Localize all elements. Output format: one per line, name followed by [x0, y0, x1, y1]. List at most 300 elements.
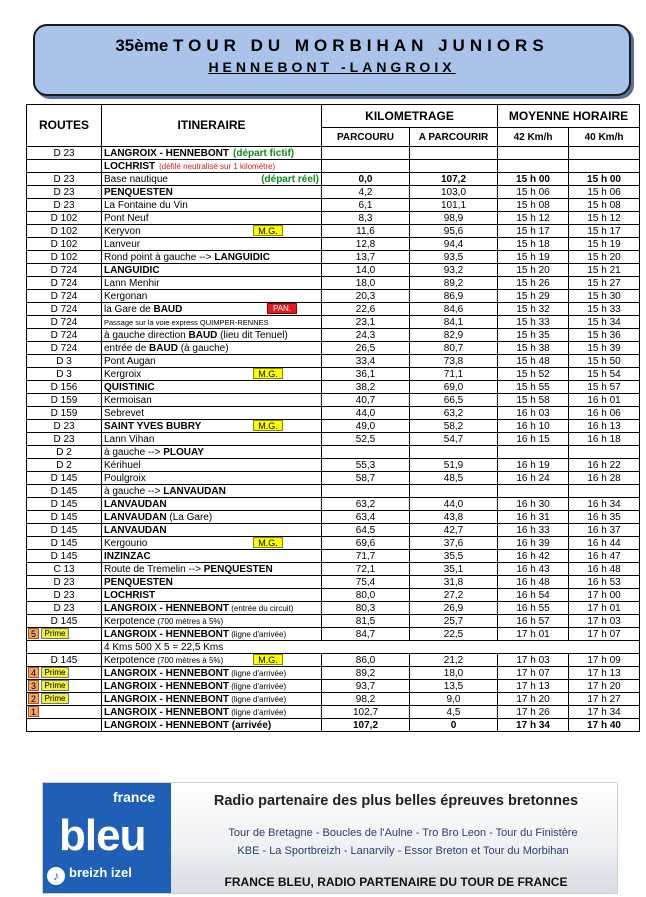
time-42: 16 h 30	[498, 498, 569, 511]
km-a-parcourir: 84,1	[410, 316, 498, 329]
km-a-parcourir: 35,1	[410, 563, 498, 576]
mg-badge: M.G.	[253, 420, 283, 431]
place-name: Base nautique	[104, 173, 168, 185]
itinerary-cell	[102, 199, 322, 212]
itinerary-cell	[102, 381, 322, 394]
time-42: 15 h 48	[498, 355, 569, 368]
place-name: LANGROIX - HENNEBONT	[104, 719, 229, 731]
table-row	[27, 576, 640, 589]
place-name: à gauche -->	[104, 446, 164, 458]
km-a-parcourir: 107,2	[410, 173, 498, 186]
route-cell	[27, 186, 102, 199]
time-40	[569, 160, 640, 173]
km-parcouru: 38,2	[322, 381, 410, 394]
mg-badge: M.G.	[253, 654, 283, 665]
place-name: LANVAUDAN	[104, 498, 167, 510]
route-cell	[27, 199, 102, 212]
time-42	[498, 485, 569, 498]
time-42: 16 h 55	[498, 602, 569, 615]
place-name: SAINT YVES BUBRY	[104, 420, 202, 432]
time-42	[498, 147, 569, 160]
table-row	[27, 667, 640, 680]
sponsor-banner	[42, 782, 618, 894]
route-cell	[27, 563, 102, 576]
itinerary-cell	[102, 316, 322, 329]
itinerary-cell	[102, 693, 322, 706]
route-cell	[27, 693, 102, 706]
km-a-parcourir: 80,7	[410, 342, 498, 355]
km-parcouru: 80,3	[322, 602, 410, 615]
time-40	[569, 147, 640, 160]
route-cell	[27, 446, 102, 459]
place-name: Sebrevet	[104, 407, 145, 419]
place-remark: (défilé neutralisé sur 1 kilomètre)	[159, 161, 276, 171]
km-parcouru: 80,0	[322, 589, 410, 602]
route-cell	[27, 550, 102, 563]
route-cell	[27, 537, 102, 550]
table-row	[27, 199, 640, 212]
route-code: D 23	[53, 433, 75, 445]
km-a-parcourir: 44,0	[410, 498, 498, 511]
km-a-parcourir: 9,0	[410, 693, 498, 706]
time-42: 16 h 03	[498, 407, 569, 420]
itinerary-cell	[102, 602, 322, 615]
logo-france-text: france	[113, 789, 156, 805]
itineraire-header: ITINERAIRE	[102, 105, 322, 147]
itinerary-cell	[102, 485, 322, 498]
place-name: Lann Menhir	[104, 277, 160, 289]
route-cell	[27, 342, 102, 355]
km-a-parcourir: 71,1	[410, 368, 498, 381]
route-cell	[27, 355, 102, 368]
time-42: 16 h 39	[498, 537, 569, 550]
km-parcouru: 8,3	[322, 212, 410, 225]
itinerary-cell	[102, 368, 322, 381]
km-parcouru: 55,3	[322, 459, 410, 472]
table-row	[27, 589, 640, 602]
route-code: D 724	[50, 277, 78, 289]
route-cell	[27, 511, 102, 524]
km-a-parcourir: 43,8	[410, 511, 498, 524]
itinerary-cell	[102, 446, 322, 459]
itinerary-cell	[102, 472, 322, 485]
itinerary-cell	[102, 186, 322, 199]
itinerary-cell	[102, 355, 322, 368]
time-40: 17 h 03	[569, 615, 640, 628]
route-cell	[27, 615, 102, 628]
time-40: 15 h 08	[569, 199, 640, 212]
table-row	[27, 524, 640, 537]
km-a-parcourir: 27,2	[410, 589, 498, 602]
mg-badge: M.G.	[253, 368, 283, 379]
time-40: 15 h 33	[569, 303, 640, 316]
km-parcouru	[322, 446, 410, 459]
place-name: entrée de	[104, 342, 150, 354]
km-a-parcourir: 95,6	[410, 225, 498, 238]
table-row	[27, 147, 640, 160]
table-row	[27, 706, 640, 719]
place-name: Kergroix	[104, 368, 142, 380]
route-code: D 23	[53, 589, 75, 601]
route-code: D 102	[50, 251, 78, 263]
banner-races-line1: Tour de Bretagne - Boucles de l'Aulne - Tro Bro Leon - Tour du Finistère	[228, 827, 578, 839]
table-row	[27, 277, 640, 290]
km-parcouru: 102,7	[322, 706, 410, 719]
table-row	[27, 446, 640, 459]
km-a-parcourir: 69,0	[410, 381, 498, 394]
time-42: 15 h 26	[498, 277, 569, 290]
km-a-parcourir: 22,5	[410, 628, 498, 641]
table-row	[27, 472, 640, 485]
time-40: 16 h 35	[569, 511, 640, 524]
route-cell	[27, 212, 102, 225]
time-42: 16 h 15	[498, 433, 569, 446]
itinerary-cell	[102, 667, 322, 680]
place-name: Poulgroix	[104, 472, 146, 484]
place-name: la Gare de	[104, 303, 154, 315]
km-a-parcourir	[410, 446, 498, 459]
time-40: 17 h 34	[569, 706, 640, 719]
place-note: (ligne d'arrivée)	[229, 668, 287, 678]
route-cell	[27, 329, 102, 342]
time-40: 16 h 53	[569, 576, 640, 589]
itinerary-cell	[102, 719, 322, 732]
place-name: LANVAUDAN	[104, 524, 167, 536]
time-40: 17 h 00	[569, 589, 640, 602]
table-row	[27, 680, 640, 693]
place-name: LOCHRIST	[104, 160, 156, 172]
itinerary-cell	[102, 225, 322, 238]
time-40: 16 h 22	[569, 459, 640, 472]
stage-title: HENNEBONT -LANGROIX	[208, 59, 456, 75]
km-a-parcourir: 35,5	[410, 550, 498, 563]
place-note: (700 mètres à 5%)	[155, 616, 224, 626]
route-code: D 102	[50, 225, 78, 237]
table-row	[27, 316, 640, 329]
km-a-parcourir: 48,5	[410, 472, 498, 485]
time-42: 16 h 31	[498, 511, 569, 524]
route-code: D 145	[50, 498, 78, 510]
route-code: D 724	[50, 316, 78, 328]
km-a-parcourir: 86,9	[410, 290, 498, 303]
itinerary-table	[26, 104, 640, 732]
edition: 35ème	[115, 36, 169, 55]
time-42	[498, 446, 569, 459]
place-remark: (départ réel)	[261, 173, 319, 185]
itinerary-cell	[102, 589, 322, 602]
time-40: 15 h 00	[569, 173, 640, 186]
itinerary-cell	[102, 160, 322, 173]
time-40: 16 h 06	[569, 407, 640, 420]
km-a-parcourir: 84,6	[410, 303, 498, 316]
place-note: (700 mètres à 5%)	[155, 655, 224, 665]
place-note: (ligne d'arrivée)	[229, 707, 287, 717]
place-note: (ligne d'arrivée)	[229, 681, 287, 691]
time-40: 15 h 19	[569, 238, 640, 251]
mg-badge: M.G.	[253, 537, 283, 548]
logo-breizh-text: breizh izel	[69, 865, 132, 880]
place-note: (entrée du circuit)	[229, 603, 294, 613]
table-row	[27, 719, 640, 732]
km-parcouru	[322, 147, 410, 160]
table-row	[27, 537, 640, 550]
km-a-parcourir: 54,7	[410, 433, 498, 446]
route-code: D 2	[56, 446, 72, 458]
time-42: 15 h 17	[498, 225, 569, 238]
place-name: LANGUIDIC	[104, 264, 160, 276]
table-row	[27, 628, 640, 641]
km-a-parcourir: 18,0	[410, 667, 498, 680]
title-box	[33, 24, 631, 96]
route-cell	[27, 459, 102, 472]
time-40: 16 h 13	[569, 420, 640, 433]
place-name: PENQUESTEN	[104, 186, 173, 198]
time-40	[569, 485, 640, 498]
place-note: (à gauche)	[177, 342, 229, 354]
moyenne-header: MOYENNE HORAIRE	[498, 105, 640, 128]
prime-badge: Prime	[41, 628, 69, 639]
time-42: 17 h 01	[498, 628, 569, 641]
route-cell	[27, 264, 102, 277]
place-note: (lieu dit Tenuel)	[217, 329, 288, 341]
time-40: 15 h 27	[569, 277, 640, 290]
itinerary-cell	[102, 238, 322, 251]
table-row	[27, 238, 640, 251]
route-code: D 159	[50, 407, 78, 419]
km-parcouru: 23,1	[322, 316, 410, 329]
place-name: LANGROIX - HENNEBONT	[104, 706, 229, 718]
route-code: D 145	[50, 485, 78, 497]
time-40: 16 h 44	[569, 537, 640, 550]
place-name-bold: BAUD	[188, 329, 218, 341]
table-row	[27, 459, 640, 472]
route-code: D 145	[50, 615, 78, 627]
time-40: 16 h 47	[569, 550, 640, 563]
time-40: 15 h 30	[569, 290, 640, 303]
km-a-parcourir: 31,8	[410, 576, 498, 589]
table-row	[27, 264, 640, 277]
itinerary-cell	[102, 303, 322, 316]
place-name: Passage sur la voie express QUIMPER-RENNES	[104, 317, 269, 327]
time-42: 16 h 19	[498, 459, 569, 472]
time-42: 15 h 55	[498, 381, 569, 394]
km-a-parcourir	[410, 160, 498, 173]
time-42: 15 h 33	[498, 316, 569, 329]
route-cell	[27, 498, 102, 511]
route-cell	[27, 667, 102, 680]
time-42: 16 h 43	[498, 563, 569, 576]
table-row	[27, 498, 640, 511]
place-note: (La Gare)	[166, 511, 213, 523]
itinerary-cell	[102, 680, 322, 693]
route-code: C 13	[53, 563, 75, 575]
table-row	[27, 368, 640, 381]
place-name-bold: PLOUAY	[163, 446, 204, 458]
time-42: 15 h 08	[498, 199, 569, 212]
route-cell	[27, 589, 102, 602]
route-code: D 23	[53, 602, 75, 614]
table-row	[27, 407, 640, 420]
route-code: D 23	[53, 147, 75, 159]
km-parcouru: 26,5	[322, 342, 410, 355]
table-row	[27, 511, 640, 524]
itinerary-cell	[102, 615, 322, 628]
time-40: 15 h 39	[569, 342, 640, 355]
km-parcouru: 11,6	[322, 225, 410, 238]
route-cell	[27, 160, 102, 173]
km-a-parcourir: 89,2	[410, 277, 498, 290]
time-40: 15 h 34	[569, 316, 640, 329]
km-a-parcourir: 37,6	[410, 537, 498, 550]
km-parcouru: 40,7	[322, 394, 410, 407]
table-row	[27, 693, 640, 706]
route-code: D 145	[50, 537, 78, 549]
race-name: TOUR DU MORBIHAN JUNIORS	[173, 36, 549, 55]
place-name: LANVAUDAN	[104, 511, 167, 523]
place-name: Rond point à gauche -->	[104, 251, 215, 263]
route-cell	[27, 173, 102, 186]
time-42: 17 h 34	[498, 719, 569, 732]
route-cell	[27, 394, 102, 407]
banner-headline: Radio partenaire des plus belles épreuves bretonnes	[213, 793, 579, 809]
route-cell	[27, 641, 102, 654]
time-40: 15 h 12	[569, 212, 640, 225]
km-parcouru: 0,0	[322, 173, 410, 186]
banner-footer: FRANCE BLEU, RADIO PARTENAIRE DU TOUR DE FRANCE	[224, 875, 568, 889]
prime-number-badge: 5	[28, 628, 39, 639]
time-40: 17 h 07	[569, 628, 640, 641]
route-cell	[27, 290, 102, 303]
table-row	[27, 433, 640, 446]
route-code: D 23	[53, 173, 75, 185]
itinerary-cell	[102, 277, 322, 290]
itinerary-cell	[102, 550, 322, 563]
km-a-parcourir: 103,0	[410, 186, 498, 199]
km-parcouru: 81,5	[322, 615, 410, 628]
route-cell	[27, 485, 102, 498]
km-a-parcourir: 93,2	[410, 264, 498, 277]
route-cell	[27, 628, 102, 641]
itinerary-cell	[102, 329, 322, 342]
place-name: Kerpotence	[104, 615, 156, 627]
table-row	[27, 212, 640, 225]
itinerary-cell	[102, 524, 322, 537]
itinerary-cell	[102, 433, 322, 446]
place-name-bold: BAUD	[153, 303, 183, 315]
time-42: 16 h 48	[498, 576, 569, 589]
route-cell	[27, 407, 102, 420]
route-cell	[27, 368, 102, 381]
place-name-bold: LANGUIDIC	[214, 251, 270, 263]
route-code: D 724	[50, 329, 78, 341]
route-cell	[27, 654, 102, 667]
prime-badge: Prime	[41, 680, 69, 691]
time-42: 17 h 07	[498, 667, 569, 680]
itinerary-cell	[102, 212, 322, 225]
itinerary-cell	[102, 641, 640, 654]
time-42: 15 h 32	[498, 303, 569, 316]
parcouru-header: PARCOURU	[322, 128, 410, 147]
france-bleu-logo	[43, 783, 171, 893]
km-parcouru	[322, 160, 410, 173]
time-42: 15 h 06	[498, 186, 569, 199]
route-cell	[27, 576, 102, 589]
km-a-parcourir	[410, 485, 498, 498]
time-42: 15 h 29	[498, 290, 569, 303]
km-a-parcourir: 4,5	[410, 706, 498, 719]
km-parcouru: 107,2	[322, 719, 410, 732]
place-name: Kerpotence	[104, 654, 156, 666]
route-code: D 2	[56, 459, 72, 471]
place-name: Kermoisan	[104, 394, 152, 406]
km-parcouru: 49,0	[322, 420, 410, 433]
itinerary-cell	[102, 394, 322, 407]
itinerary-cell	[102, 628, 322, 641]
km-parcouru: 75,4	[322, 576, 410, 589]
table-row	[27, 654, 640, 667]
table-row	[27, 550, 640, 563]
time-40: 15 h 17	[569, 225, 640, 238]
route-cell	[27, 316, 102, 329]
itinerary-cell	[102, 459, 322, 472]
table-row	[27, 160, 640, 173]
place-name-bold: BAUD	[149, 342, 178, 354]
time-42: 16 h 54	[498, 589, 569, 602]
place-name: PENQUESTEN	[104, 576, 173, 588]
time-42: 17 h 26	[498, 706, 569, 719]
km-a-parcourir: 66,5	[410, 394, 498, 407]
time-42: 15 h 12	[498, 212, 569, 225]
place-name: LANGROIX - HENNEBONT	[104, 602, 229, 614]
km-parcouru: 71,7	[322, 550, 410, 563]
time-42: 16 h 57	[498, 615, 569, 628]
km-parcouru: 33,4	[322, 355, 410, 368]
table-row	[27, 420, 640, 433]
route-cell	[27, 225, 102, 238]
table-row	[27, 225, 640, 238]
place-name: LANGROIX - HENNEBONT	[104, 628, 229, 640]
route-code: D 156	[50, 381, 78, 393]
km-a-parcourir: 98,9	[410, 212, 498, 225]
itinerary-cell	[102, 173, 322, 186]
time-40: 15 h 54	[569, 368, 640, 381]
prime-badge: Prime	[41, 693, 69, 704]
table-row	[27, 342, 640, 355]
time-42: 15 h 19	[498, 251, 569, 264]
table-row	[27, 186, 640, 199]
prime-badge: Prime	[41, 667, 69, 678]
km-parcouru: 18,0	[322, 277, 410, 290]
speed-40-header: 40 Km/h	[569, 128, 640, 147]
prime-number-badge: 4	[28, 667, 39, 678]
itinerary-cell	[102, 407, 322, 420]
table-row	[27, 173, 640, 186]
mg-badge: M.G.	[253, 225, 283, 236]
time-40: 15 h 50	[569, 355, 640, 368]
time-42: 17 h 20	[498, 693, 569, 706]
km-parcouru: 22,6	[322, 303, 410, 316]
km-parcouru: 69,6	[322, 537, 410, 550]
speed-42-header: 42 Km/h	[498, 128, 569, 147]
km-parcouru: 14,0	[322, 264, 410, 277]
route-code: D 102	[50, 238, 78, 250]
prime-number-badge: 3	[28, 680, 39, 691]
table-row	[27, 563, 640, 576]
route-cell	[27, 147, 102, 160]
table-row	[27, 381, 640, 394]
km-a-parcourir: 42,7	[410, 524, 498, 537]
km-parcouru	[322, 485, 410, 498]
